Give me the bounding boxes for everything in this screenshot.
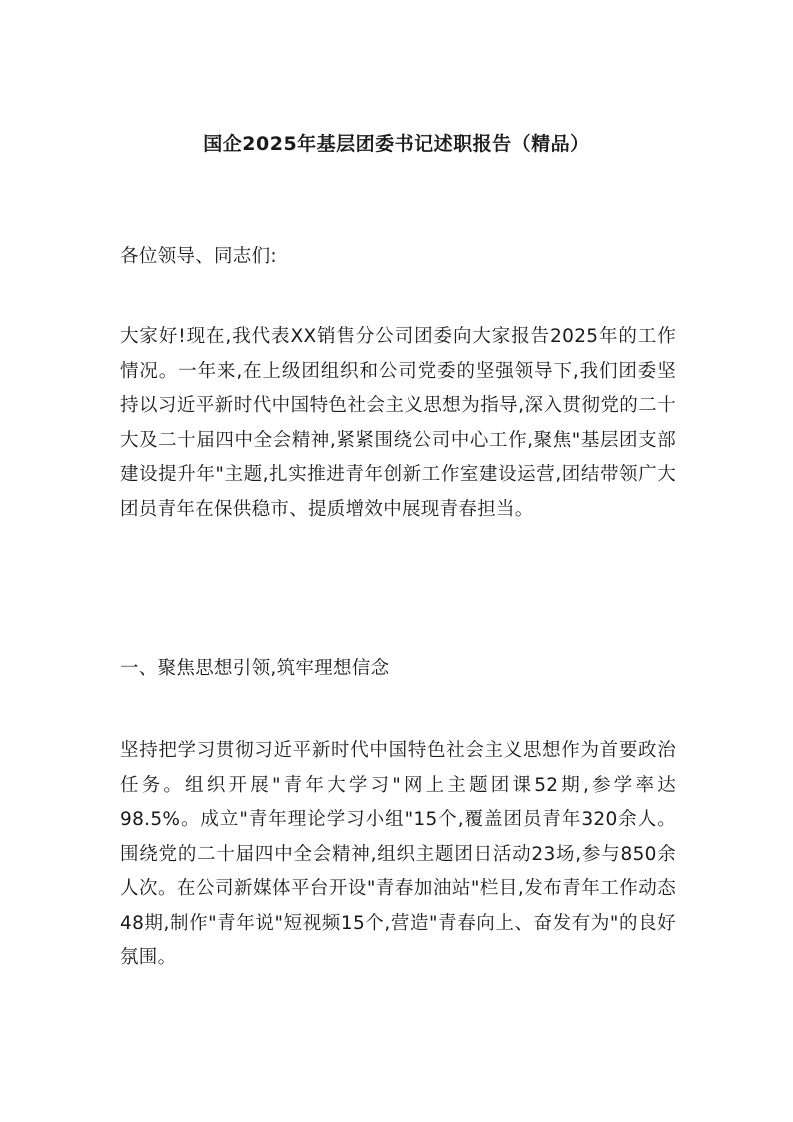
document-title: 国企2025年基层团委书记述职报告（精品） — [203, 133, 590, 155]
paragraph-section-1: 坚持把学习贯彻习近平新时代中国特色社会主义思想作为首要政治任务。组织开展"青年大学习"网上主题团课52期,参学率达98.5%。成立"青年理论学习小组"15个,覆盖团员青年320余人。围绕党的二十届四中全会精神,组织主题团日活动23场,参与850余人次。在公司新媒体平台开设"青春加油站"栏目,发布青年工作动态48期,制作"青年说"短视频15个,营造"青春向上、奋发有为"的良好氛围。 — [120, 740, 676, 968]
paragraph-intro: 大家好!现在,我代表XX销售分公司团委向大家报告2025年的工作情况。一年来,在上级团组织和公司党委的坚强领导下,我们团委坚持以习近平新时代中国特色社会主义思想为指导,深入贯彻党的二十大及二十届四中全会精神,紧紧围绕公司中心工作,聚焦"基层团支部建设提升年"主题,扎实推进青年创新工作室建设运营,团结带领广大团员青年在保供稳市、提质增效中展现青春担当。 — [120, 326, 676, 520]
section-heading: 一、聚焦思想引领,筑牢理想信念 — [120, 658, 390, 679]
greeting: 各位领导、同志们: — [120, 246, 277, 267]
